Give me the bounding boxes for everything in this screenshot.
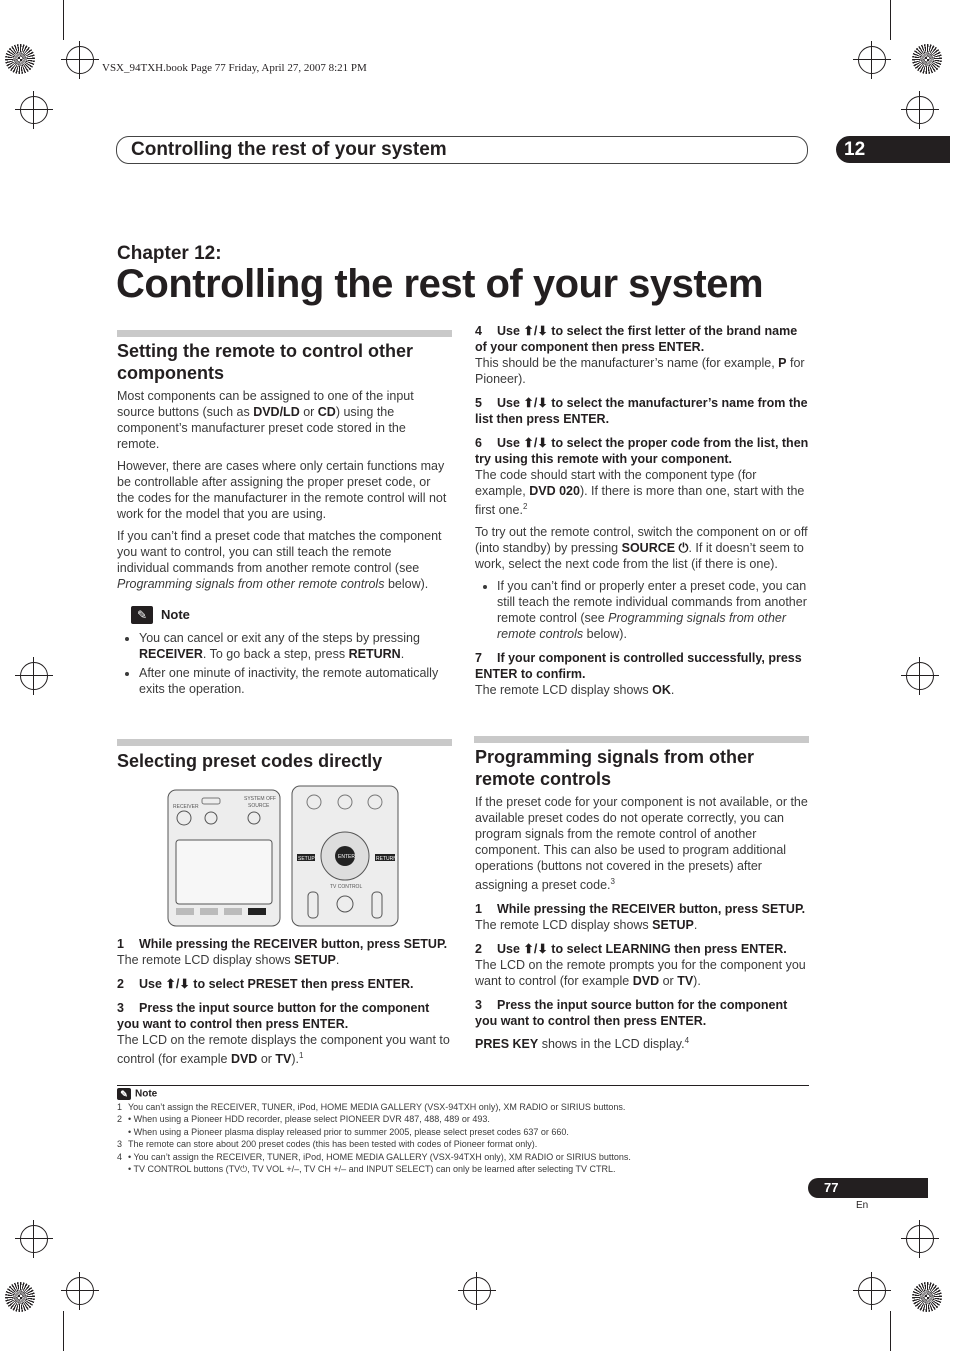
section-heading: Programming signals from other remote controls <box>475 747 755 789</box>
footnote: 4 • You can’t assign the RECEIVER, TUNER, iPod, HOME MEDIA GALLERY (VSX-94TXH only), XM RADIO or SIRIUS buttons. • TV CONTROL buttons (TV⏻, TV VOL +/–, TV CH +/– and INPUT SELECT) can only be learned after selecting TV CTRL. <box>117 1151 631 1175</box>
crop-line <box>890 0 891 40</box>
page-number: 77 <box>808 1178 928 1198</box>
step-detail: The code should start with the component type (for example, DVD 020). If there is more than one, start with the first one.$^2$ <box>475 468 805 518</box>
crop-mark <box>20 96 48 124</box>
footnote: 3 The remote can store about 200 preset codes (this has been tested with codes of Pioneer format only). <box>117 1139 538 1150</box>
list-item: • If you can’t find or properly enter a preset code, you can still teach the remote individual commands from another remote control (see Programming signals from other remote controls below). <box>497 578 809 642</box>
language-label: En <box>856 1200 869 1211</box>
crop-mark <box>906 96 934 124</box>
right-column-bottom <box>475 746 809 1052</box>
step-detail: The remote LCD display shows SETUP. <box>475 918 698 933</box>
remote-label-setup: SETUP <box>298 856 315 862</box>
registration-target <box>912 44 942 74</box>
crop-mark <box>463 1277 491 1305</box>
footnotes <box>117 1085 809 1175</box>
step-detail: The remote LCD display shows SETUP. <box>117 953 340 967</box>
remote-label-tv-control: TV CONTROL <box>330 884 363 890</box>
crop-line <box>63 1311 64 1351</box>
list-item: • After one minute of inactivity, the remote automatically exits the operation. <box>139 665 447 697</box>
section-rule <box>474 736 809 743</box>
crop-mark <box>20 662 48 690</box>
chapter-label: Chapter 12: <box>117 243 222 264</box>
remote-label-source: SOURCE <box>248 803 270 809</box>
section-rule <box>117 739 452 746</box>
paragraph: If you can’t find a preset code that matches the component you want to control, you can still teach the remote individual commands from another remote control (see Programming signals from other remote controls below). <box>117 529 442 591</box>
note-pencil-icon: ✎ <box>131 606 153 624</box>
left-column-steps <box>117 936 452 1067</box>
chapter-number-tab: 12 <box>836 136 950 163</box>
crop-mark <box>906 1225 934 1253</box>
remote-label-system-off: SYSTEM OFF <box>244 796 276 802</box>
paragraph: If the preset code for your component is not available, or the available preset codes do not operate correctly, you can program signals from the remote control of another component. This can also be used to program additional operations (buttons not covered in the presets) after assigning a preset code.$^3$ <box>475 795 808 893</box>
registration-target <box>5 44 35 74</box>
step-heading: 7 If your component is controlled successfully, press ENTER to confirm. <box>475 651 802 682</box>
step-detail: The remote LCD display shows OK. <box>475 683 675 698</box>
left-column-top <box>117 340 447 700</box>
note-header: ✎ Note <box>117 606 447 624</box>
remote-control-illustration <box>164 784 404 930</box>
list-item: • You can cancel or exit any of the steps by pressing RECEIVER. To go back a step, press RETURN. <box>139 630 447 662</box>
step-heading: 4 Use ⬆/⬇ to select the first letter of the brand name of your component then press ENTER. <box>475 324 798 354</box>
footnote-title: ✎ Note <box>117 1088 809 1101</box>
remote-label-enter: ENTER <box>338 854 355 860</box>
step-detail: This should be the manufacturer’s name (for example, P for Pioneer). <box>475 356 805 386</box>
book-info: VSX_94TXH.book Page 77 Friday, April 27, 2007 8:21 PM <box>102 62 367 74</box>
crop-line <box>63 0 64 40</box>
remote-label-receiver: RECEIVER <box>173 804 199 810</box>
crop-line <box>890 1311 891 1351</box>
section-body <box>117 388 447 592</box>
step-detail: The LCD on the remote displays the component you want to control (for example DVD or TV).$^1$ <box>117 1033 450 1067</box>
crop-mark <box>858 1277 886 1305</box>
section-rule <box>117 330 452 337</box>
step-heading: 3 Press the input source button for the component you want to control then press ENTER. <box>475 998 788 1029</box>
step-heading: 1 While pressing the RECEIVER button, press SETUP. <box>117 937 448 951</box>
right-column-top <box>475 323 809 698</box>
remote-label-return: RETURN <box>376 856 397 862</box>
step-detail: PRES KEY shows in the LCD display.$^4$ <box>475 1036 690 1052</box>
note-pencil-icon: ✎ <box>117 1088 131 1100</box>
footnote: 1 You can’t assign the RECEIVER, TUNER, iPod, HOME MEDIA GALLERY (VSX-94TXH only), XM RADIO or SIRIUS buttons. <box>117 1102 626 1113</box>
registration-target <box>5 1282 35 1312</box>
crop-mark <box>66 46 94 74</box>
step-detail: The LCD on the remote prompts you for the component you want to control (for example DVD or TV). <box>475 958 806 989</box>
bullet-list <box>475 578 809 642</box>
step-heading: 2 Use ⬆/⬇ to select LEARNING then press ENTER. <box>475 942 787 957</box>
step-heading: 5 Use ⬆/⬇ to select the manufacturer’s name from the list then press ENTER. <box>475 396 808 426</box>
header-title: Controlling the rest of your system <box>131 139 447 160</box>
step-heading: 3 Press the input source button for the component you want to control then press ENTER. <box>117 1001 430 1031</box>
chapter-title: Controlling the rest of your system <box>116 262 764 306</box>
section-heading: Selecting preset codes directly <box>117 751 383 771</box>
crop-mark <box>858 46 886 74</box>
crop-mark <box>906 662 934 690</box>
section-heading: Setting the remote to control other components <box>117 341 414 383</box>
crop-mark <box>66 1277 94 1305</box>
crop-mark <box>20 1225 48 1253</box>
paragraph: To try out the remote control, switch the component on or off (into standby) by pressing SOURCE ⏻. If it doesn’t seem to work, select the next code from the list (if there is one). <box>475 525 808 572</box>
registration-target <box>912 1282 942 1312</box>
step-heading: 6 Use ⬆/⬇ to select the proper code from the list, then try using this remote with your component. <box>475 436 809 466</box>
step-heading: 1 While pressing the RECEIVER button, press SETUP. <box>475 902 806 917</box>
footnote: 2 • When using a Pioneer HDD recorder, please select PIONEER DVR 487, 488, 489 or 493. • When using a Pioneer plasma display released prior to summer 2005, please select preset codes 637 or 660. <box>117 1114 569 1137</box>
step-heading: 2 Use ⬆/⬇ to select PRESET then press ENTER. <box>117 977 414 991</box>
paragraph: Most components can be assigned to one of the input source buttons (such as DVD/LD or CD) using the component’s manufacturer preset code stored in the remote. <box>117 389 414 451</box>
section-body <box>475 794 809 1052</box>
paragraph: However, there are cases where only certain functions may be controllable after assigning the proper preset code, or the codes for the manufacturer in the remote control will not work for the model that you are using. <box>117 459 447 521</box>
note-list <box>117 630 447 697</box>
